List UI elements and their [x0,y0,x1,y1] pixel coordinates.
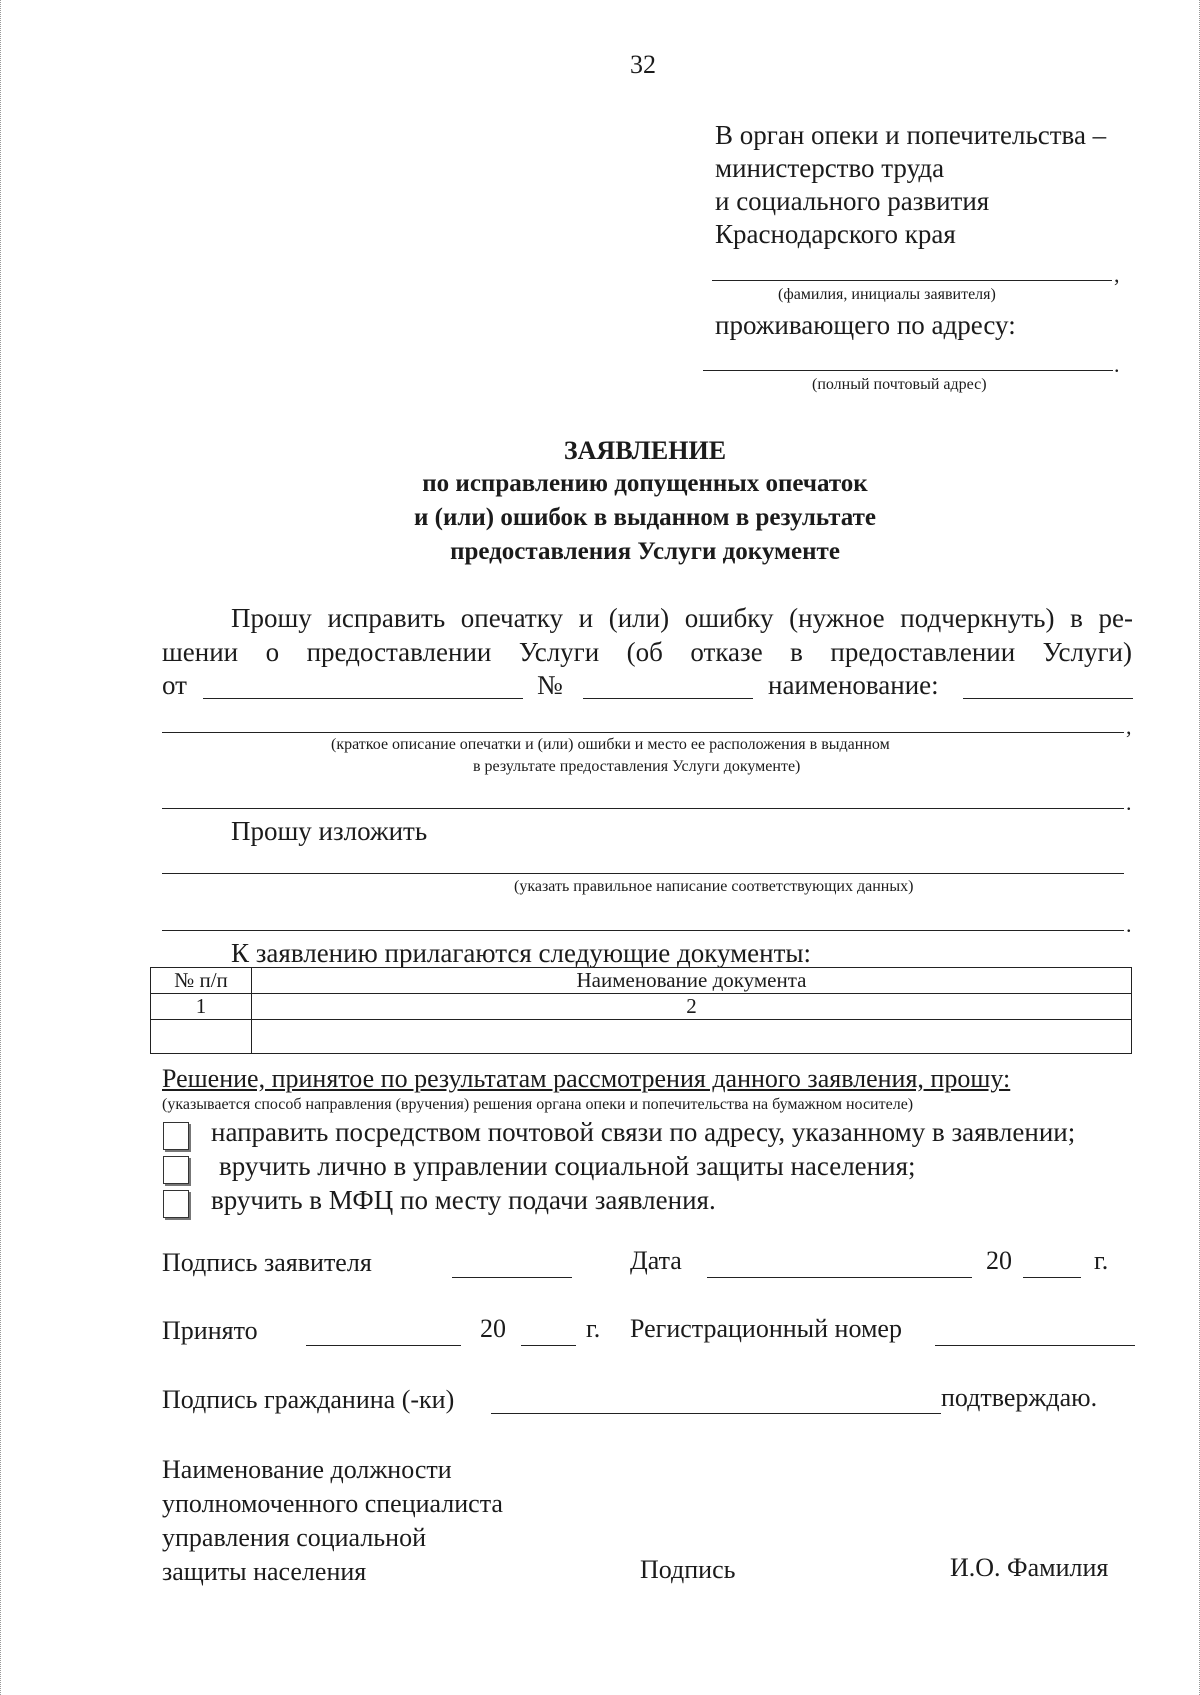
table-cell-document[interactable] [252,1020,1132,1054]
registration-number-field[interactable] [935,1345,1135,1346]
applicant-name-field[interactable] [712,280,1112,281]
correct-data-field[interactable] [162,873,1124,874]
attached-documents-label: К заявлению прилагаются следующие документы: [231,938,812,968]
from-label: от [162,670,187,700]
table-numbering-row [151,994,1132,1020]
document-title: ЗАЯВЛЕНИЕ [563,436,727,465]
addressee-line-2: министерство труда [715,153,945,183]
decision-date-field[interactable] [203,698,523,699]
documents-table [150,967,1132,1054]
accepted-date-field[interactable] [306,1345,461,1346]
accepted-label: Принято [162,1316,258,1345]
year-field[interactable] [1023,1277,1081,1278]
addressee-line-3: и социального развития [715,186,990,216]
decision-heading: Решение, принятое по результатам рассмотрения данного заявления, прошу: [162,1064,1011,1093]
document-name-field[interactable] [963,698,1133,699]
official-initials-label: И.О. Фамилия [950,1553,1109,1582]
citizen-signature-label: Подпись гражданина (-ки) [162,1385,455,1414]
applicant-name-hint: (фамилия, инициалы заявителя) [778,286,996,303]
table-header-row [151,968,1132,994]
year-prefix: 20 [986,1246,1012,1275]
date-label: Дата [630,1246,682,1275]
date-field[interactable] [707,1277,972,1278]
accepted-year-field[interactable] [521,1345,576,1346]
accepted-year-suffix: г. [586,1314,601,1343]
applicant-signature-field[interactable] [452,1277,572,1278]
option-mfc-checkbox[interactable] [163,1190,189,1218]
document-subtitle-2: и (или) ошибок в выданном в результате [413,504,876,531]
correct-data-hint: (указать правильное написание соответствующих данных) [514,878,914,895]
position-line-4: защиты населения [162,1557,367,1586]
position-line-2: уполномоченного специалиста [162,1489,503,1518]
option-mail-label: направить посредством почтовой связи по адресу, указанному в заявлении; [211,1117,1076,1147]
year-suffix: г. [1094,1246,1109,1275]
error-description-hint-2: в результате предоставления Услуги документе) [473,758,801,775]
number-label: № [537,670,563,700]
document-name-label: наименование: [768,670,939,700]
page-number: 32 [630,50,656,79]
period-mark: . [1114,352,1120,377]
document-subtitle-3: предоставления Услуги документе [450,538,840,565]
error-description-field-2[interactable] [162,808,1124,809]
correct-data-field-2[interactable] [162,930,1124,931]
comma-mark-2: , [1126,714,1132,739]
period-mark-3: . [1126,912,1132,937]
state-correctly-label: Прошу изложить [231,816,428,846]
numbering-cell-1: 1 [151,994,252,1020]
registration-number-label: Регистрационный номер [630,1314,902,1343]
accepted-year-prefix: 20 [480,1314,506,1343]
option-in-person-checkbox[interactable] [163,1156,189,1184]
address-hint: (полный почтовый адрес) [812,376,987,393]
address-field[interactable] [703,370,1113,371]
column-header-document: Наименование документа [252,968,1132,994]
citizen-signature-field[interactable] [491,1413,941,1414]
period-mark-2: . [1126,790,1132,815]
addressee-line-1: В орган опеки и попечительства – [715,120,1107,150]
table-cell-number[interactable] [151,1020,252,1054]
column-header-number: № п/п [151,968,252,994]
error-description-hint-1: (краткое описание опечатки и (или) ошибки и место ее расположения в выданном [331,736,890,753]
position-line-3: управления социальной [162,1523,426,1552]
error-description-field[interactable] [162,732,1124,733]
decision-number-field[interactable] [583,698,753,699]
applicant-signature-label: Подпись заявителя [162,1248,372,1277]
confirm-label: подтверждаю. [941,1383,1098,1412]
position-line-1: Наименование должности [162,1455,452,1484]
table-row[interactable] [151,1020,1132,1054]
residing-label: проживающего по адресу: [715,310,1016,340]
comma-mark: , [1114,262,1120,287]
request-text-line-1: Прошу исправить опечатку и (или) ошибку (нужное подчеркнуть) в ре- [231,603,1133,633]
scan-edge-left [0,0,3,1695]
option-mail-checkbox[interactable] [163,1122,189,1150]
document-subtitle-1: по исправлению допущенных опечаток [422,470,868,497]
numbering-cell-2: 2 [252,994,1132,1020]
request-text-line-2: шении о предоставлении Услуги (об отказе в предоставлении Услуги) [162,637,1132,667]
decision-hint: (указывается способ направления (вручения) решения органа опеки и попечительства на бумажном носителе) [162,1096,914,1113]
addressee-line-4: Краснодарского края [715,219,956,249]
option-mfc-label: вручить в МФЦ по месту подачи заявления. [211,1185,716,1215]
official-signature-label: Подпись [640,1555,736,1584]
option-in-person-label: вручить лично в управлении социальной защиты населения; [219,1151,916,1181]
